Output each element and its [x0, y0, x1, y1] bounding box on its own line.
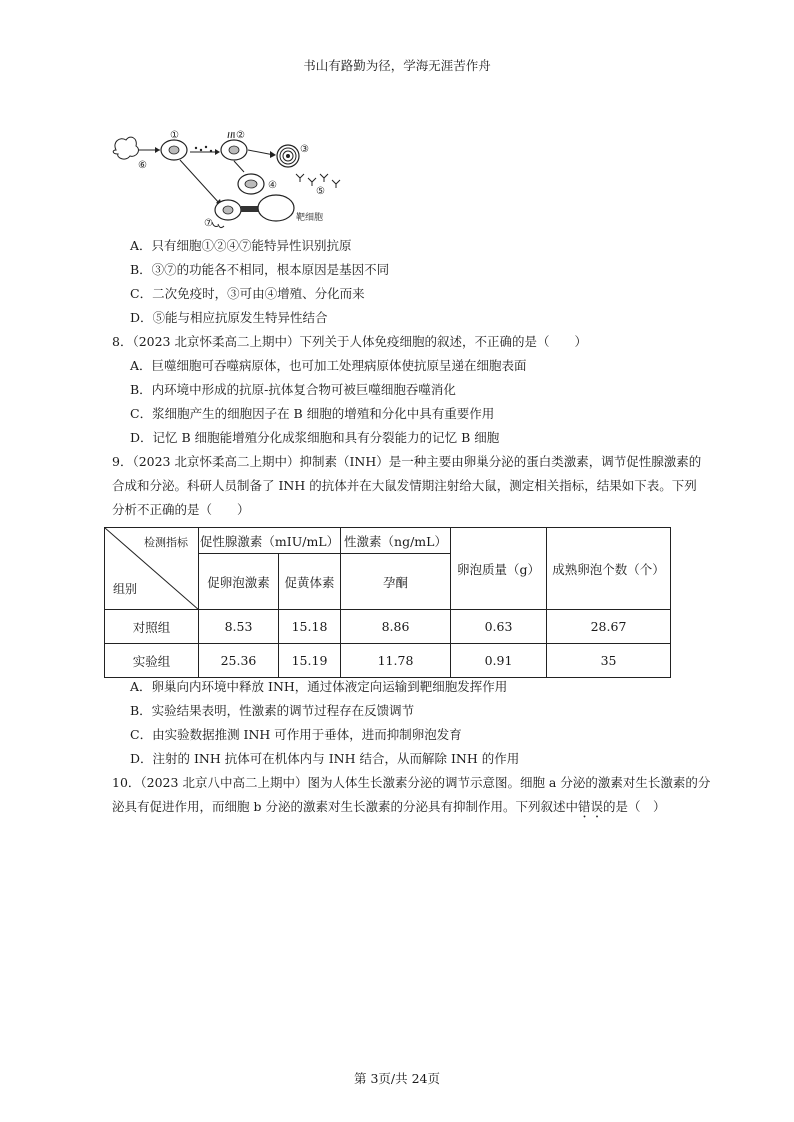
q9-stem-line-1: 9．（2023 北京怀柔高二上期中）抑制素（INH）是一种主要由卵巢分泌的蛋白类激素，调节促性腺激素的	[112, 454, 702, 469]
table-header-mature-follicles: 成熟卵泡个数（个）	[547, 528, 671, 610]
q8-option-d: D．记忆 B 细胞能增殖分化成浆细胞和具有分裂能力的记忆 B 细胞	[130, 430, 500, 445]
table-cell: 11.78	[341, 644, 451, 678]
q9-option-c: C．由实验数据推测 INH 可作用于垂体，进而抑制卵泡发育	[130, 727, 462, 742]
table-header-follicle-mass: 卵泡质量（g）	[451, 528, 547, 610]
figure-label-5: ⑤	[316, 186, 325, 197]
table-cell-group: 实验组	[105, 644, 199, 678]
figure-label-1: ①	[170, 130, 179, 141]
q8-option-a: A．巨噬细胞可吞噬病原体，也可加工处理病原体使抗原呈递在细胞表面	[130, 358, 527, 373]
q7-option-c: C．二次免疫时，③可由④增殖、分化而来	[130, 286, 365, 301]
page-header-motto: 书山有路勤为径，学海无涯苦作舟	[303, 58, 491, 73]
q9-data-table	[104, 527, 671, 678]
figure-target-cell-label: 靶细胞	[296, 213, 324, 223]
table-subheader-progesterone: 孕酮	[341, 554, 451, 610]
q10-stem-line-1: 10．（2023 北京八中高二上期中）图为人体生长激素分泌的调节示意图。细胞 a 分泌的激素对生长激素的分	[112, 775, 711, 790]
q10-stem-suffix: 的是（ ）	[602, 799, 666, 814]
figure-label-7: ⑦	[204, 218, 213, 229]
q10-stem-prefix: 泌具有促进作用，而细胞 b 分泌的激素对生长激素的分泌具有抑制作用。下列叙述中	[112, 799, 578, 814]
figure-label-3: ③	[300, 144, 309, 155]
table-subheader-fsh: 促卵泡激素	[199, 554, 279, 610]
q9-option-b: B．实验结果表明，性激素的调节过程存在反馈调节	[130, 703, 415, 718]
page-number-footer: 第 3页/共 24页	[353, 1071, 441, 1086]
table-cell: 8.53	[199, 610, 279, 644]
pathogen-shape	[113, 137, 138, 159]
q8-stem: 8．（2023 北京怀柔高二上期中）下列关于人体免疫细胞的叙述，不正确的是（ ）	[112, 334, 587, 349]
figure-label-2: ②	[236, 130, 245, 141]
table-cell: 0.91	[451, 644, 547, 678]
table-row	[105, 644, 671, 678]
q7-option-b: B．③⑦的功能各不相同，根本原因是基因不同	[130, 262, 390, 277]
figure-label-6: ⑥	[138, 160, 147, 171]
q10-stem-emphasis: 错误	[577, 799, 603, 814]
q7-option-d: D．⑤能与相应抗原发生特异性结合	[130, 310, 328, 325]
table-row	[105, 610, 671, 644]
table-corner-group-label: 组别	[113, 582, 138, 596]
figure-label-4: ④	[268, 180, 277, 191]
q8-option-b: B．内环境中形成的抗原-抗体复合物可被巨噬细胞吞噬消化	[130, 382, 456, 397]
q7-option-a: A．只有细胞①②④⑦能特异性识别抗原	[130, 238, 352, 253]
table-cell: 0.63	[451, 610, 547, 644]
table-cell: 15.18	[279, 610, 341, 644]
q9-stem-line-2: 合成和分泌。科研人员制备了 INH 的抗体并在大鼠发情期注射给大鼠，测定相关指标，结果如下表。下列	[112, 478, 697, 493]
immune-process-figure	[108, 128, 368, 234]
q8-option-c: C．浆细胞产生的细胞因子在 B 细胞的增殖和分化中具有重要作用	[130, 406, 495, 421]
table-header-sex-hormone: 性激素（ng/mL）	[341, 528, 451, 554]
table-corner-metric-label: 检测指标	[144, 536, 188, 549]
table-cell: 8.86	[341, 610, 451, 644]
table-cell: 15.19	[279, 644, 341, 678]
table-subheader-lh: 促黄体素	[279, 554, 341, 610]
q9-option-a: A．卵巢向内环境中释放 INH，通过体液定向运输到靶细胞发挥作用	[130, 679, 508, 694]
table-cell-group: 对照组	[105, 610, 199, 644]
table-corner-cell	[105, 528, 199, 610]
table-cell: 28.67	[547, 610, 671, 644]
table-cell: 25.36	[199, 644, 279, 678]
q10-stem-line-2	[112, 799, 665, 821]
q9-option-d: D．注射的 INH 抗体可在机体内与 INH 结合，从而解除 INH 的作用	[130, 751, 520, 766]
q9-stem-line-3: 分析不正确的是（ ）	[112, 502, 250, 517]
table-cell: 35	[547, 644, 671, 678]
table-header-gonadotropin: 促性腺激素（mIU/mL）	[199, 528, 341, 554]
